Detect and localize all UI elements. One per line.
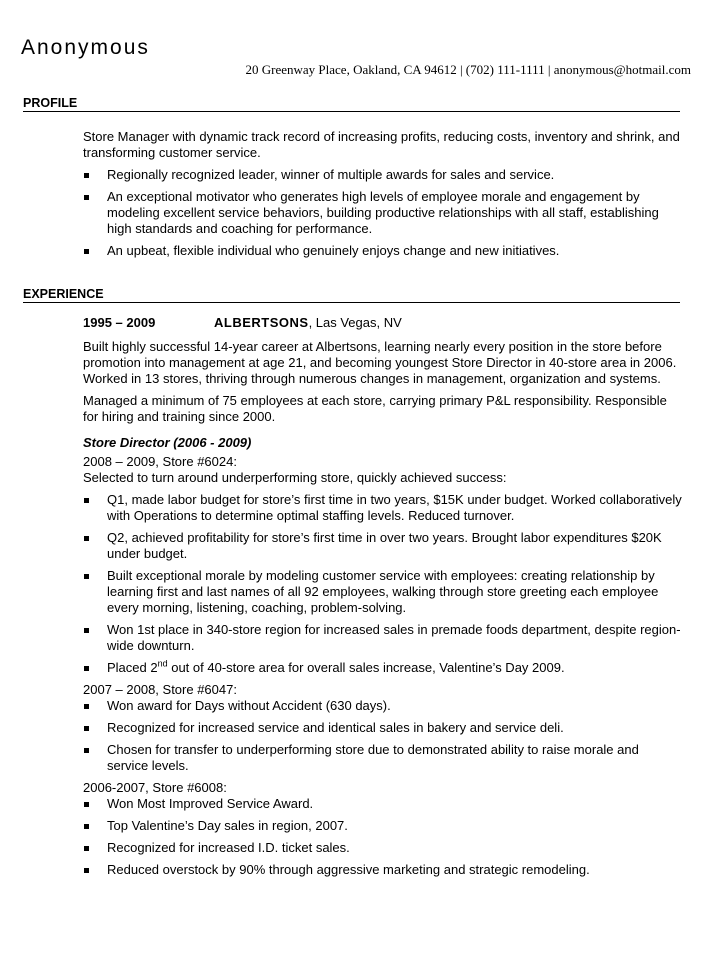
profile-bullet: Regionally recognized leader, winner of multiple awards for sales and service. [83,167,683,183]
achievement-bullet: Won award for Days without Accident (630 days). [83,698,683,714]
store-bullet-list [83,698,683,774]
store-period: 2008 – 2009, Store #6024: [83,454,237,469]
bullet-icon [84,824,89,829]
store-bullet-list [83,492,683,676]
achievement-bullet: Placed 2nd out of 40-store area for overall sales increase, Valentine’s Day 2009. [83,660,683,676]
role-title: Store Director (2006 - 2009) [83,435,252,450]
achievement-bullet: Top Valentine’s Day sales in region, 2007. [83,818,683,834]
section-heading-experience: EXPERIENCE [23,287,680,303]
contact-line: 20 Greenway Place, Oakland, CA 94612 | (702) 111-1111 | anonymous@hotmail.com [245,62,691,77]
achievement-bullet: Won 1st place in 340-store region for increased sales in premade foods department, despite region-wide downturn. [83,622,683,654]
job-company: ALBERTSONS [214,315,309,330]
profile-section [83,129,683,265]
store-summary: Selected to turn around underperforming store, quickly achieved success: [83,470,507,485]
store-period: 2006-2007, Store #6008: [83,780,227,795]
bullet-icon [84,726,89,731]
bullet-icon [84,748,89,753]
job-location: , Las Vegas, NV [308,315,402,330]
bullet-icon [84,574,89,579]
experience-section [83,315,683,884]
achievement-bullet: Built exceptional morale by modeling customer service with employees: creating relationship by learning first and last names of all 92 employees, walking through store greeting each employee every morning, listening, coaching, problem-solving. [83,568,683,616]
store-bullet-list [83,796,683,878]
section-heading-profile: PROFILE [23,96,680,112]
job-description: Built highly successful 14-year career at Albertsons, learning nearly every position in the store before promotion into management at age 21, and becoming youngest Store Director in 40-store area in 2006. Worked in 13 stores, thriving through numerous changes in management, organization and systems. [83,339,677,386]
achievement-bullet: Won Most Improved Service Award. [83,796,683,812]
achievement-bullet: Recognized for increased I.D. ticket sales. [83,840,683,856]
bullet-icon [84,628,89,633]
bullet-icon [84,666,89,671]
candidate-name: Anonymous [21,36,150,59]
bullet-icon [84,498,89,503]
bullet-icon [84,868,89,873]
job-years: 1995 – 2009 [83,315,156,330]
job-responsibility: Managed a minimum of 75 employees at each store, carrying primary P&L responsibility. Responsible for hiring and training since 2000. [83,393,667,424]
profile-bullet: An exceptional motivator who generates high levels of employee morale and engagement by modeling excellent service behaviors, building productive relationships with all staff, establishing high standards and coaching for performance. [83,189,683,237]
bullet-icon [84,536,89,541]
bullet-icon [84,195,89,200]
profile-bullet: An upbeat, flexible individual who genuinely enjoys change and new initiatives. [83,243,683,259]
bullet-icon [84,846,89,851]
job-header [83,315,683,331]
achievement-bullet: Reduced overstock by 90% through aggressive marketing and strategic remodeling. [83,862,683,878]
profile-summary: Store Manager with dynamic track record of increasing profits, reducing costs, inventory and shrink, and transforming customer service. [83,129,680,160]
achievement-bullet: Q2, achieved profitability for store’s first time in over two years. Brought labor expenditures $20K under budget. [83,530,683,562]
achievement-bullet: Q1, made labor budget for store’s first time in two years, $15K under budget. Worked collaboratively with Operations to determine optimal staffing levels. Reduced turnover. [83,492,683,524]
profile-bullet-list [83,167,683,259]
bullet-icon [84,249,89,254]
achievement-bullet: Chosen for transfer to underperforming store due to demonstrated ability to raise morale and service levels. [83,742,683,774]
achievement-bullet: Recognized for increased service and identical sales in bakery and service deli. [83,720,683,736]
bullet-icon [84,173,89,178]
store-period: 2007 – 2008, Store #6047: [83,682,237,697]
bullet-icon [84,704,89,709]
bullet-icon [84,802,89,807]
